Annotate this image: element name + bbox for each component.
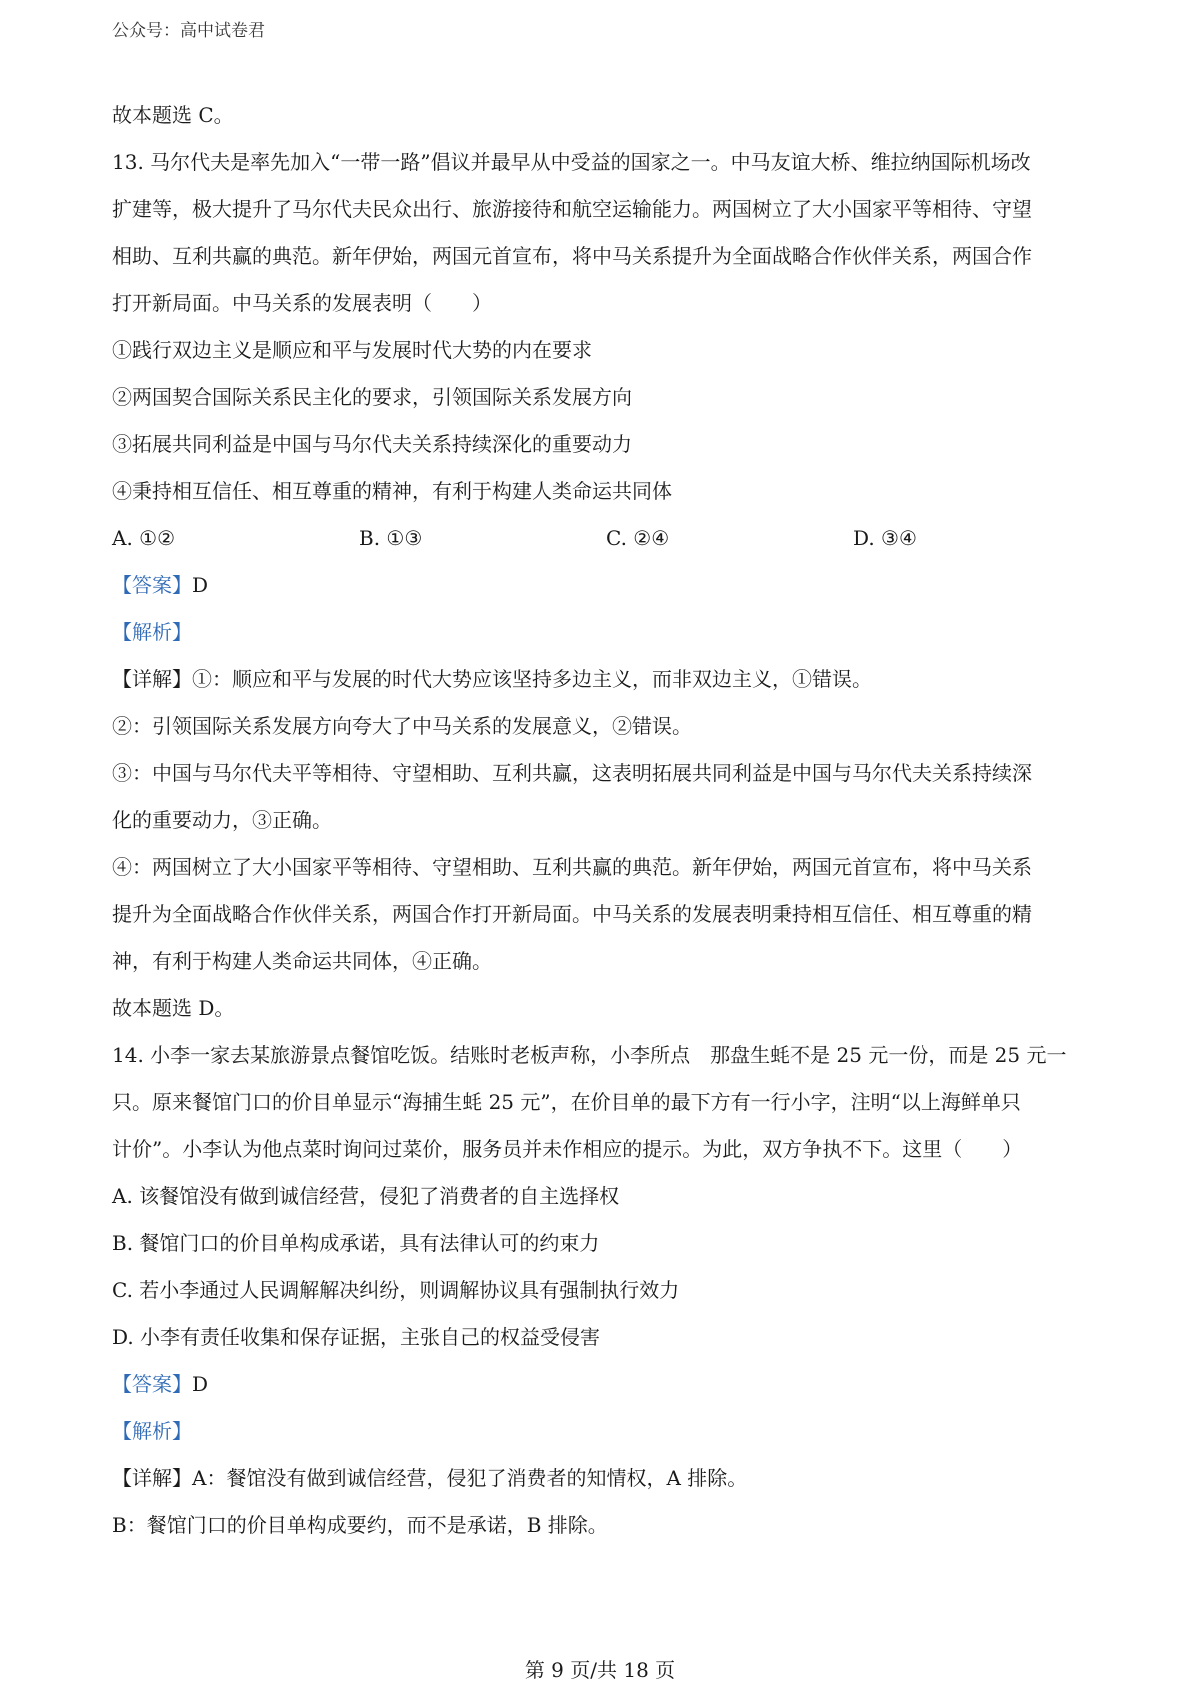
q14-option-b: B. 餐馆门口的价目单构成承诺，具有法律认可的约束力 [112, 1231, 600, 1255]
answer-label: 【答案】 [112, 573, 192, 597]
q13-stem-line: 扩建等，极大提升了马尔代夫民众出行、旅游接待和航空运输能力。两国树立了大小国家平等相待、守望 [112, 197, 1032, 221]
q13-detail-line: ③：中国与马尔代夫平等相待、守望相助、互利共赢，这表明拓展共同利益是中国与马尔代夫关系持续深 [112, 761, 1032, 785]
q13-detail-line [112, 656, 1102, 703]
q13-conclusion: 故本题选 D。 [112, 996, 235, 1020]
q13-option-a: A. ①② [112, 526, 176, 550]
q14-option-d: D. 小李有责任收集和保存证据，主张自己的权益受侵害 [112, 1325, 601, 1349]
q13-analysis-label: 【解析】 [112, 620, 192, 644]
q14-detail-line [112, 1455, 1102, 1502]
detail-label: 【详解】 [112, 667, 192, 691]
q13-detail-line: 神，有利于构建人类命运共同体，④正确。 [112, 949, 492, 973]
q14-analysis-label: 【解析】 [112, 1419, 192, 1443]
detail-text: ①：顺应和平与发展的时代大势应该坚持多边主义，而非双边主义，①错误。 [192, 667, 872, 691]
q14-stem-line: 计价”。小李认为他点菜时询问过菜价，服务员并未作相应的提示。为此，双方争执不下。这里（ ） [112, 1137, 1023, 1161]
q13-detail-line: ④：两国树立了大小国家平等相待、守望相助、互利共赢的典范。新年伊始，两国元首宣布，将中马关系 [112, 855, 1032, 879]
page-footer: 第 9 页/共 18 页 [524, 1658, 676, 1682]
page-header: 公众号：高中试卷君 [112, 21, 265, 41]
answer-label: 【答案】 [112, 1372, 192, 1396]
q14-option-c: C. 若小李通过人民调解解决纠纷，则调解协议具有强制执行效力 [112, 1278, 680, 1302]
q13-stem-line: 打开新局面。中马关系的发展表明（ ） [112, 291, 492, 315]
q13-detail-line: 化的重要动力，③正确。 [112, 808, 332, 832]
q13-stem-line: 相助、互利共赢的典范。新年伊始，两国元首宣布，将中马关系提升为全面战略合作伙伴关系，两国合作 [112, 244, 1032, 268]
q13-statement-1: ①践行双边主义是顺应和平与发展时代大势的内在要求 [112, 338, 592, 362]
q14-answer [112, 1361, 1102, 1408]
q13-statement-3: ③拓展共同利益是中国与马尔代夫关系持续深化的重要动力 [112, 432, 632, 456]
q13-detail-line: 提升为全面战略合作伙伴关系，两国合作打开新局面。中马关系的发展表明秉持相互信任、相互尊重的精 [112, 902, 1032, 926]
q13-option-b: B. ①③ [359, 526, 423, 550]
q14-option-a: A. 该餐馆没有做到诚信经营，侵犯了消费者的自主选择权 [112, 1184, 620, 1208]
q13-option-d: D. ③④ [853, 526, 917, 550]
q13-detail-line: ②：引领国际关系发展方向夸大了中马关系的发展意义，②错误。 [112, 714, 692, 738]
previous-conclusion: 故本题选 C。 [112, 103, 234, 127]
q13-statement-2: ②两国契合国际关系民主化的要求，引领国际关系发展方向 [112, 385, 632, 409]
answer-value: D [192, 573, 209, 597]
q13-options [112, 515, 1102, 562]
q14-detail-line: B：餐馆门口的价目单构成要约，而不是承诺，B 排除。 [112, 1513, 608, 1537]
detail-text: A：餐馆没有做到诚信经营，侵犯了消费者的知情权，A 排除。 [192, 1466, 748, 1490]
q13-option-c: C. ②④ [606, 526, 670, 550]
q13-answer [112, 562, 1102, 609]
document-body [112, 92, 1102, 1549]
q14-stem-line: 只。原来餐馆门口的价目单显示“海捕生蚝 25 元”，在价目单的最下方有一行小字，注明“以上海鲜单只 [112, 1090, 1021, 1114]
answer-value: D [192, 1372, 209, 1396]
q13-statement-4: ④秉持相互信任、相互尊重的精神，有利于构建人类命运共同体 [112, 479, 672, 503]
q14-stem-line: 14. 小李一家去某旅游景点餐馆吃饭。结账时老板声称，小李所点 那盘生蚝不是 25 元一份，而是 25 元一 [112, 1043, 1067, 1067]
detail-label: 【详解】 [112, 1466, 192, 1490]
q13-stem-line: 13. 马尔代夫是率先加入“一带一路”倡议并最早从中受益的国家之一。中马友谊大桥、维拉纳国际机场改 [112, 150, 1031, 174]
